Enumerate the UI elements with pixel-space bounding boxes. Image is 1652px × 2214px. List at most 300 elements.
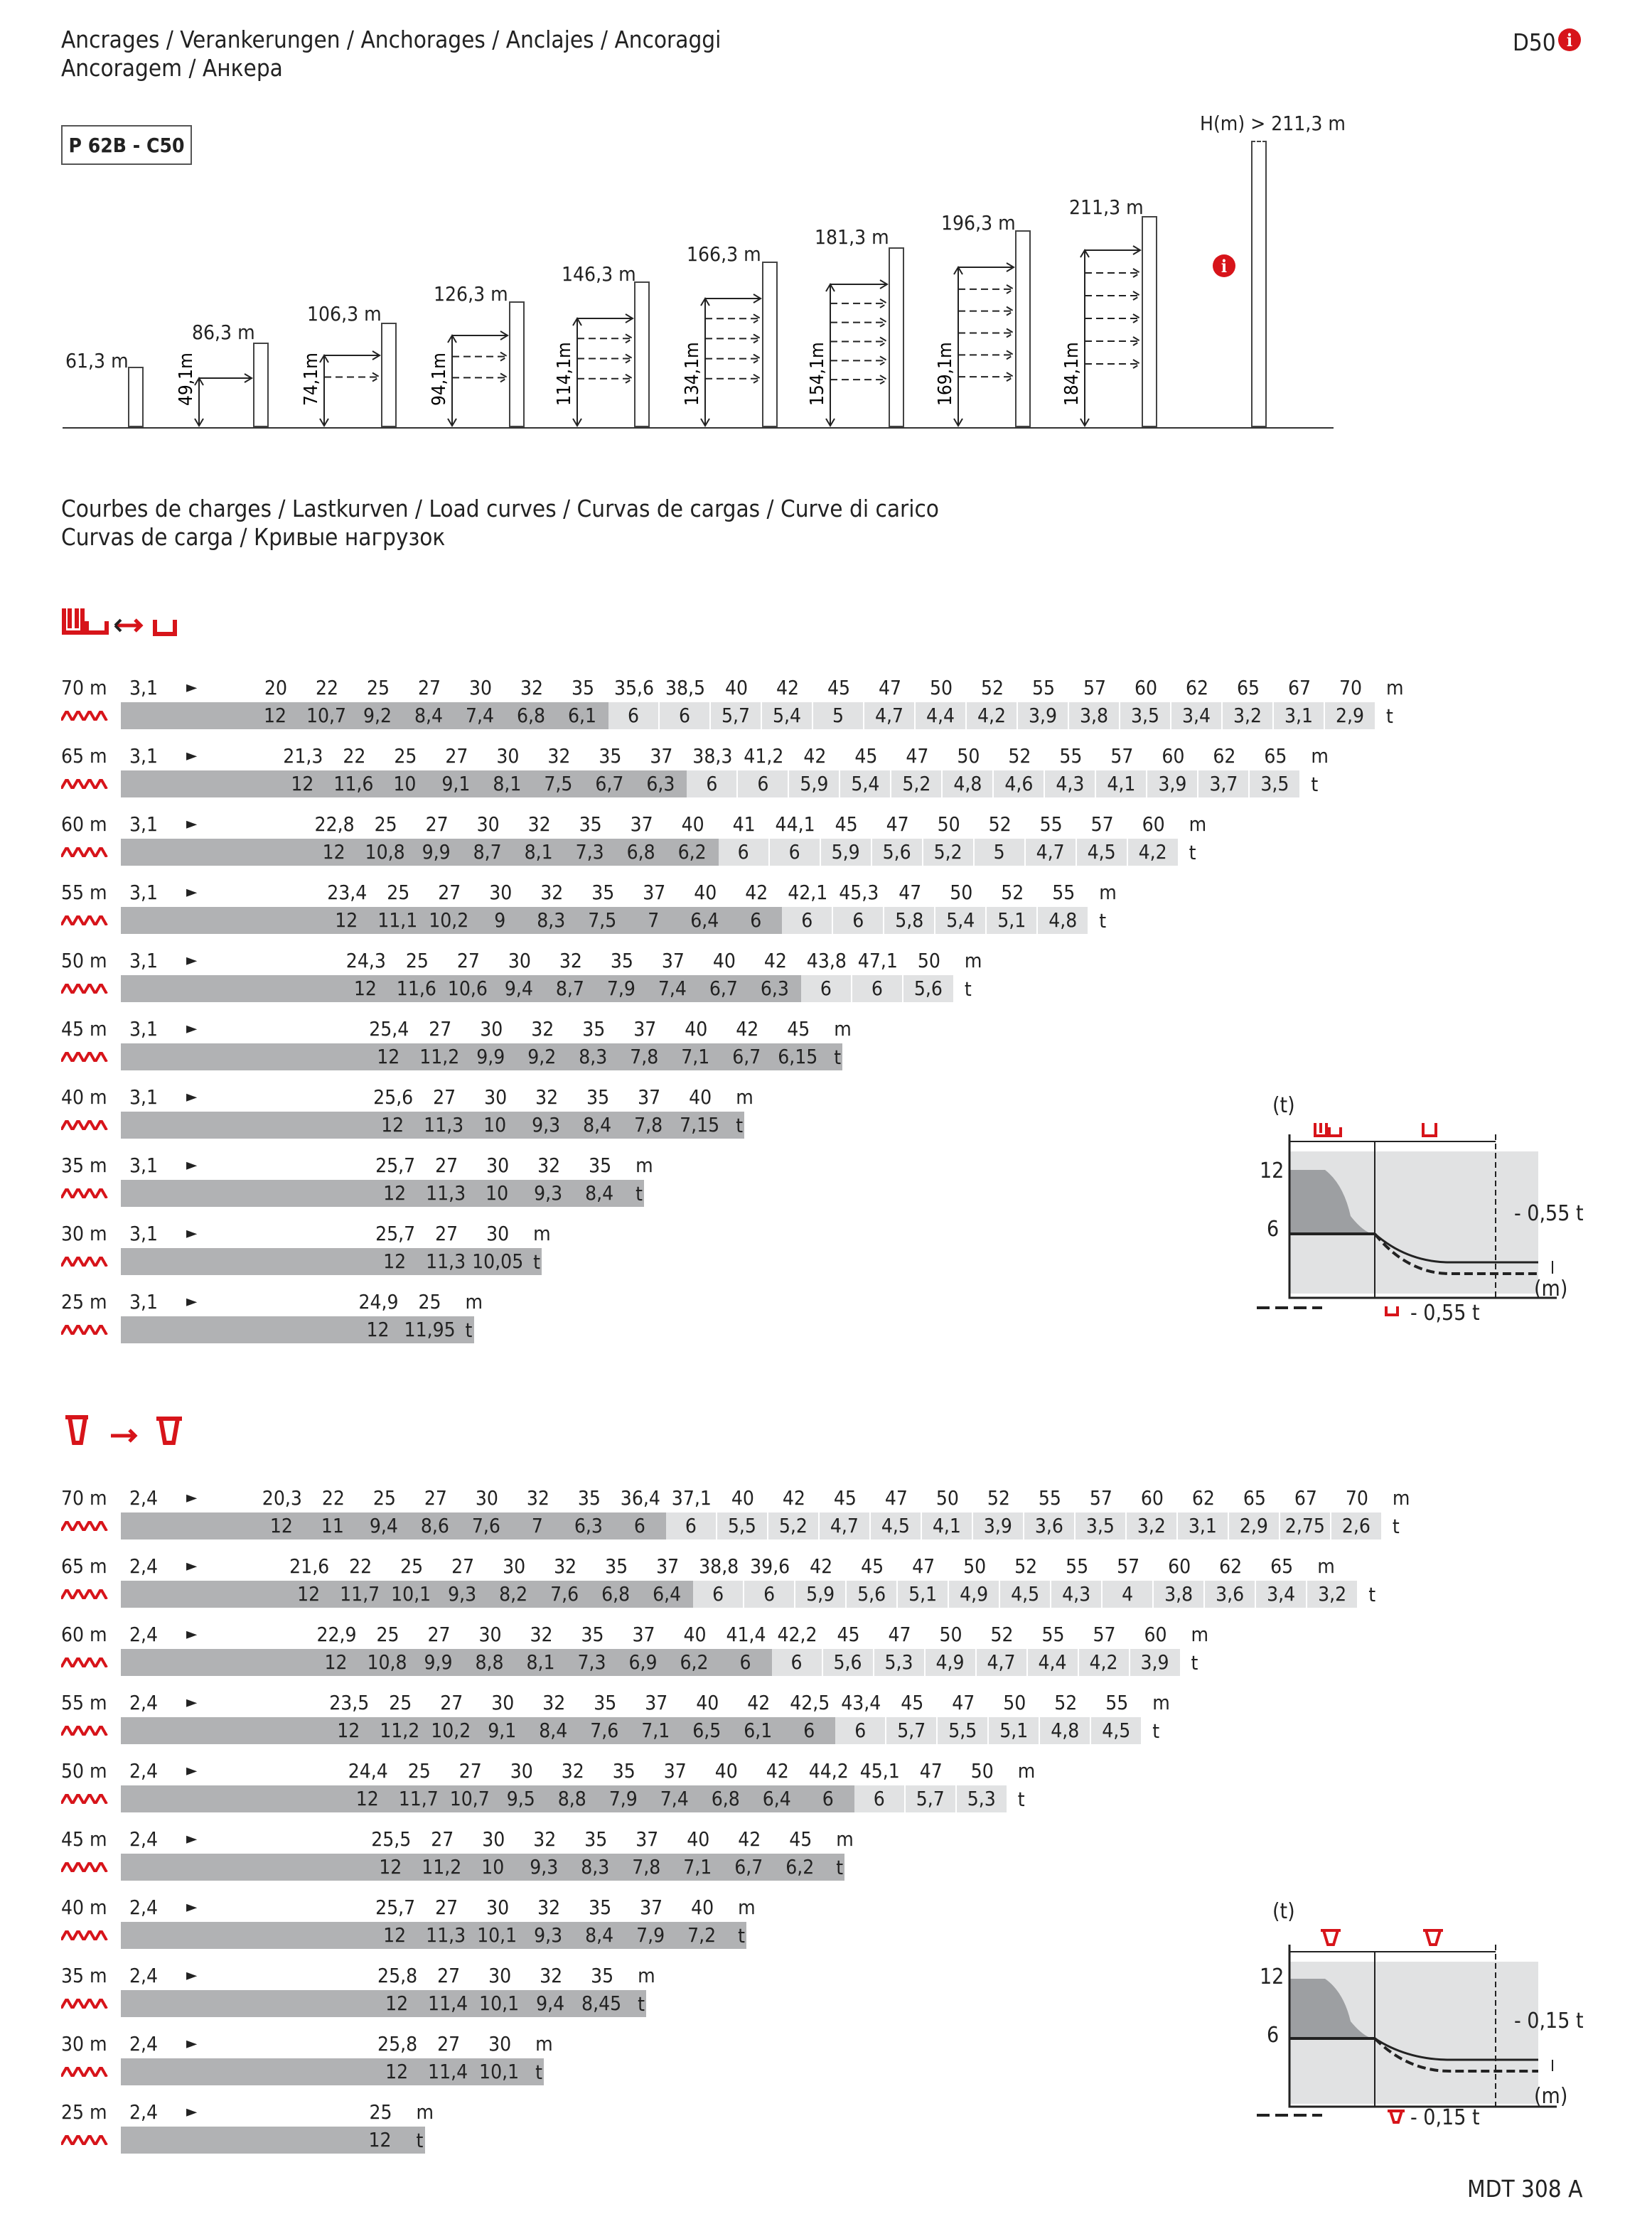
arrow-icon: ► — [186, 1088, 198, 1106]
load-cell: 6,3 — [760, 977, 789, 1000]
unit-m: m — [1189, 812, 1207, 836]
radius-cell: 35 — [589, 1154, 612, 1177]
radius-cell: 27 — [433, 1085, 456, 1109]
load-cell: 6,1 — [744, 1719, 773, 1742]
radius-cell: 20 — [264, 676, 288, 699]
radius-cell: 22 — [315, 676, 339, 699]
min-radius: 2,4 — [129, 1964, 159, 1987]
radius-cell: 23,5 — [329, 1691, 370, 1714]
load-cell: 11,3 — [424, 1113, 464, 1136]
radius-cell: 27 — [451, 1554, 475, 1578]
tower-8 — [1015, 230, 1031, 427]
table-row — [61, 1552, 1398, 1609]
radius-cell: 40 — [687, 1827, 710, 1851]
load-cell: 6 — [719, 839, 768, 866]
radius-cell: 35 — [577, 1486, 601, 1510]
min-radius: 2,4 — [129, 1759, 159, 1783]
radius-cell: 52 — [987, 1486, 1010, 1510]
min-radius: 3,1 — [129, 1290, 159, 1313]
radius-cell: 32 — [537, 1896, 561, 1919]
radius-cell: 25,6 — [373, 1085, 414, 1109]
load-cell: 12 — [263, 704, 287, 727]
radius-cell: 30 — [475, 1486, 498, 1510]
unit-t: t — [535, 2060, 542, 2084]
load-cell: 4,5 — [1077, 839, 1127, 866]
load-cell: 4,2 — [1079, 1649, 1129, 1676]
load-cell: 6,4 — [653, 1582, 682, 1606]
load-cell: 8,1 — [526, 1650, 555, 1674]
radius-cell: 47 — [952, 1691, 975, 1714]
radius-cell: 55 — [1038, 1486, 1061, 1510]
load-cell: 10,05 — [472, 1250, 524, 1273]
load-cell: 11,2 — [380, 1719, 420, 1742]
radius-cell: 27 — [429, 1017, 452, 1041]
radius-cell: 60 — [1142, 812, 1165, 836]
radius-cell: 42,2 — [777, 1623, 817, 1646]
arrow-icon: ► — [186, 1830, 198, 1848]
table-row — [61, 1288, 1398, 1345]
radius-cell: 38,5 — [665, 676, 706, 699]
anchor-arrow — [830, 338, 887, 346]
radius-cell: 32 — [527, 812, 551, 836]
load-cell: 4,5 — [1000, 1581, 1050, 1608]
load-cell: 12 — [269, 1514, 293, 1537]
unit-t: t — [1368, 1583, 1376, 1606]
min-radius: 2,4 — [129, 1827, 159, 1851]
anchor-height-label: 134,1m — [682, 342, 703, 406]
radius-cell: 36,4 — [620, 1486, 660, 1510]
radius-cell: 45 — [833, 1486, 857, 1510]
radius-cell: 60 — [1168, 1554, 1191, 1578]
radius-cell: 47 — [912, 1554, 935, 1578]
unit-t: t — [736, 1114, 744, 1137]
radius-cell: 57 — [1083, 676, 1107, 699]
radius-cell: 30 — [478, 1623, 502, 1646]
load-cell: 6,7 — [595, 772, 624, 795]
load-cell: 9,2 — [363, 704, 392, 727]
tower-10 — [1251, 141, 1267, 427]
load-cell: 5,3 — [874, 1649, 924, 1676]
load-cell: 8,45 — [581, 1992, 622, 2015]
unit-t: t — [635, 1182, 643, 1205]
load-cell: 5,7 — [906, 1785, 955, 1812]
anchor-arrow — [452, 331, 508, 340]
load-cell: 6 — [770, 839, 820, 866]
load-cell: 6 — [744, 1581, 794, 1608]
jib-length: 65 m — [61, 744, 107, 768]
radius-cell: 42 — [803, 744, 827, 768]
load-cell: 11,6 — [396, 977, 436, 1000]
load-cell: 6 — [608, 702, 658, 729]
radius-cell: 35 — [610, 949, 633, 972]
load-cell: 8,7 — [473, 840, 502, 864]
radius-cell: 65 — [1264, 744, 1287, 768]
jib-length: 45 m — [61, 1017, 107, 1041]
anchor-arrow — [199, 374, 252, 382]
table-row — [61, 1015, 1398, 1072]
tower-height-label: 146,3 m — [562, 262, 636, 286]
radius-cell: 25 — [376, 1623, 399, 1646]
load-cell: 4,1 — [922, 1512, 972, 1539]
radius-cell: 57 — [1090, 812, 1114, 836]
jib-symbol-icon — [61, 984, 108, 994]
load-cell: 4,3 — [1045, 770, 1095, 797]
load-cell: 6,2 — [677, 840, 707, 864]
arrow-icon: ► — [186, 1898, 198, 1916]
radius-cell: 37 — [650, 744, 673, 768]
radius-cell: 57 — [1110, 744, 1134, 768]
radius-cell: 35 — [586, 1085, 610, 1109]
radius-cell: 25 — [405, 949, 429, 972]
curves-title-line1: Courbes de charges / Lastkurven / Load curves / Curvas de cargas / Curve di carico — [61, 495, 939, 522]
load-cell: 5,7 — [886, 1717, 936, 1744]
load-cell: 10,2 — [429, 908, 469, 932]
load-cell: 12 — [385, 1992, 409, 2015]
anchor-arrow — [830, 318, 887, 327]
load-cell: 8,8 — [475, 1650, 504, 1674]
min-radius: 2,4 — [129, 2032, 159, 2056]
unit-m: m — [465, 1290, 483, 1313]
jib-symbol-icon — [61, 1052, 108, 1062]
radius-cell: 43,8 — [806, 949, 847, 972]
anchor-arrow — [830, 356, 887, 365]
load-cell: 3,5 — [1250, 770, 1299, 797]
load-cell: 4,6 — [994, 770, 1044, 797]
radius-cell: 25 — [400, 1554, 424, 1578]
radius-cell: 27 — [435, 1222, 458, 1245]
anchor-height-label: 169,1m — [935, 342, 956, 406]
load-cell: 12 — [368, 2128, 392, 2151]
load-cell: 10,1 — [479, 1992, 520, 2015]
radius-cell: 32 — [559, 949, 582, 972]
load-cell: 5,2 — [923, 839, 973, 866]
radius-cell: 62 — [1213, 744, 1236, 768]
anchor-arrow — [958, 263, 1014, 272]
radius-cell: 35 — [605, 1554, 628, 1578]
load-cell: 5,4 — [840, 770, 890, 797]
trolley-change-icon-2 — [61, 1414, 189, 1460]
load-cell: 5,6 — [903, 975, 953, 1002]
load-cell: 4,4 — [1028, 1649, 1078, 1676]
load-cell: 11 — [321, 1514, 344, 1537]
radius-cell: 30 — [486, 1896, 510, 1919]
load-cell: 5,6 — [847, 1581, 896, 1608]
diag1-y12: 12 — [1260, 1159, 1284, 1183]
min-radius: 3,1 — [129, 1085, 159, 1109]
table-row — [61, 674, 1404, 731]
unit-m: m — [1191, 1623, 1209, 1646]
jib-symbol-icon — [61, 1657, 108, 1667]
load-cell: 9,3 — [530, 1855, 559, 1879]
min-radius: 2,4 — [129, 1691, 159, 1714]
load-cell: 11,4 — [428, 1992, 468, 2015]
radius-cell: 44,2 — [808, 1759, 849, 1783]
load-cell: 4,1 — [1096, 770, 1146, 797]
page-title-line2: Ancoragem / Анкера — [61, 54, 283, 82]
load-cell: 8,1 — [493, 772, 522, 795]
load-cell: 11,3 — [426, 1181, 466, 1205]
radius-cell: 55 — [1052, 881, 1076, 904]
anchor-arrow — [958, 329, 1014, 338]
radius-cell: 50 — [935, 1486, 959, 1510]
radius-cell: 35 — [591, 881, 615, 904]
radius-cell: 62 — [1191, 1486, 1215, 1510]
unit-m: m — [1311, 744, 1329, 768]
radius-cell: 32 — [520, 676, 544, 699]
load-cell: 9,9 — [476, 1045, 505, 1068]
load-cell: 3,2 — [1223, 702, 1272, 729]
anchor-height-label: 154,1m — [807, 342, 828, 406]
radius-cell: 41,2 — [744, 744, 784, 768]
radius-cell: 45 — [861, 1554, 884, 1578]
table-row — [61, 810, 1398, 867]
unit-m: m — [1017, 1759, 1036, 1783]
load-cell: 6,5 — [692, 1719, 722, 1742]
radius-cell: 43,4 — [841, 1691, 881, 1714]
load-cell: 12 — [383, 1923, 407, 1947]
unit-m: m — [836, 1827, 854, 1851]
anchor-height-label: 94,1m — [429, 353, 450, 406]
load-cell: 6 — [833, 907, 883, 934]
load-cell: 3,9 — [973, 1512, 1023, 1539]
load-cell: 5,6 — [872, 839, 922, 866]
unit-m: m — [964, 949, 982, 972]
arrow-icon: ► — [186, 952, 198, 969]
radius-cell: 27 — [427, 1623, 451, 1646]
load-cell: 10,7 — [449, 1787, 490, 1810]
tower-7 — [889, 247, 904, 427]
radius-cell: 40 — [731, 1486, 754, 1510]
unit-t: t — [1189, 841, 1196, 864]
radius-cell: 55 — [1059, 744, 1083, 768]
radius-cell: 25,7 — [375, 1222, 416, 1245]
load-cell: 3,9 — [1147, 770, 1197, 797]
load-cell: 5,2 — [768, 1512, 818, 1539]
load-cell: 11,2 — [422, 1855, 462, 1879]
radius-cell: 40 — [712, 949, 736, 972]
radius-cell: 45 — [787, 1017, 810, 1041]
load-cell: 3,5 — [1076, 1512, 1125, 1539]
anchor-arrow — [1085, 337, 1140, 345]
radius-cell: 70 — [1339, 676, 1363, 699]
radius-cell: 30 — [468, 676, 493, 699]
arrow-icon: ► — [186, 1020, 198, 1038]
load-cell: 12 — [385, 2060, 409, 2083]
tower-height-label: 106,3 m — [307, 302, 382, 326]
radius-cell: 30 — [480, 1017, 503, 1041]
radius-cell: 50 — [963, 1554, 987, 1578]
tower-height-label: 61,3 m — [65, 349, 129, 372]
tower-6 — [762, 262, 778, 427]
load-cell: 10,6 — [447, 977, 488, 1000]
min-radius: 3,1 — [129, 1222, 159, 1245]
load-cell: 10,1 — [479, 2060, 520, 2083]
load-cell: 2,75 — [1280, 1512, 1330, 1539]
radius-cell: 40 — [724, 676, 749, 699]
load-cell: 10 — [486, 1181, 509, 1205]
anchor-arrow — [958, 307, 1014, 316]
load-cell: 4,8 — [943, 770, 992, 797]
load-cell: 11,4 — [428, 2060, 468, 2083]
jib-length: 25 m — [61, 2100, 107, 2124]
jib-symbol-icon — [61, 1589, 108, 1599]
load-cell: 5,2 — [891, 770, 941, 797]
min-radius: 3,1 — [129, 1154, 159, 1177]
trolley-change-icon-1 — [61, 604, 189, 644]
anchor-arrow — [1085, 269, 1140, 277]
jib-length: 25 m — [61, 1290, 107, 1313]
arrow-icon: ► — [186, 1156, 198, 1174]
jib-symbol-icon — [61, 779, 108, 789]
load-cell: 5,5 — [938, 1717, 987, 1744]
radius-cell: 52 — [990, 1623, 1014, 1646]
load-cell: 7,4 — [658, 977, 687, 1000]
radius-cell: 42,1 — [788, 881, 828, 904]
radius-cell: 35 — [591, 1964, 614, 1987]
ground-line — [63, 427, 1334, 429]
radius-cell: 22 — [321, 1486, 345, 1510]
jib-length: 50 m — [61, 949, 107, 972]
unit-t: t — [416, 2129, 424, 2152]
load-cell: 12 — [381, 1113, 404, 1136]
radius-cell: 37 — [643, 881, 666, 904]
load-cell: 5,6 — [823, 1649, 873, 1676]
radius-cell: 37 — [640, 1896, 663, 1919]
table-row — [61, 1220, 1398, 1277]
load-cell: 4,5 — [1091, 1717, 1141, 1744]
radius-cell: 25 — [407, 1759, 431, 1783]
arrow-icon: ► — [186, 1489, 198, 1507]
radius-cell: 60 — [1134, 676, 1158, 699]
diag1-delta: - 0,55 t — [1514, 1201, 1584, 1226]
load-cell: 4,7 — [1026, 839, 1076, 866]
load-cell: 8,4 — [583, 1113, 612, 1136]
load-cell: 10,8 — [367, 1650, 407, 1674]
load-cell: 6 — [803, 1719, 815, 1742]
load-cell: 11,1 — [377, 908, 418, 932]
load-cell: 7,8 — [630, 1045, 659, 1068]
load-cell: 9,4 — [536, 1992, 565, 2015]
radius-cell: 47,1 — [857, 949, 898, 972]
anchor-arrow — [705, 334, 761, 343]
radius-cell: 22,8 — [314, 812, 355, 836]
radius-cell: 47 — [886, 812, 909, 836]
unit-t: t — [836, 1856, 844, 1879]
load-cell: 6 — [801, 975, 851, 1002]
anchor-arrow — [830, 299, 887, 308]
radius-cell: 47 — [906, 744, 929, 768]
jib-symbol-icon — [61, 1794, 108, 1804]
info-icon-anchorage[interactable]: i — [1213, 254, 1235, 277]
load-cell: 6 — [666, 1512, 716, 1539]
diag1-legend: - 0,55 t — [1410, 1301, 1480, 1326]
min-radius: 3,1 — [129, 676, 159, 699]
radius-cell: 40 — [714, 1759, 738, 1783]
load-cell: 12 — [322, 840, 345, 864]
min-radius: 2,4 — [129, 1896, 159, 1919]
load-cell: 6 — [835, 1717, 885, 1744]
table-row — [61, 742, 1398, 799]
load-cell: 5,3 — [957, 1785, 1007, 1812]
min-radius: 2,4 — [129, 1623, 159, 1646]
unit-t: t — [1017, 1788, 1025, 1811]
unit-t: t — [738, 1924, 746, 1947]
radius-cell: 30 — [496, 744, 520, 768]
load-cell: 7 — [648, 908, 660, 932]
radius-cell: 65 — [1243, 1486, 1266, 1510]
radius-cell: 35,6 — [613, 676, 655, 699]
info-icon[interactable]: i — [1558, 28, 1581, 51]
radius-cell: 52 — [988, 812, 1012, 836]
load-cell: 6,8 — [626, 840, 655, 864]
load-cell: 3,8 — [1069, 702, 1119, 729]
table-row — [61, 1962, 1398, 2019]
radius-cell: 24,9 — [358, 1290, 399, 1313]
jib-symbol-icon — [61, 1325, 108, 1335]
load-cell: 9,1 — [441, 772, 471, 795]
radius-cell: 50 — [939, 1623, 962, 1646]
radius-cell: 38,8 — [699, 1554, 739, 1578]
radius-cell: 24,3 — [345, 949, 386, 972]
radius-cell: 65 — [1270, 1554, 1294, 1578]
jib-length: 55 m — [61, 1691, 107, 1714]
unit-m: m — [1386, 676, 1404, 699]
footer-code: MDT 308 A — [1467, 2175, 1583, 2203]
radius-cell: 22 — [343, 744, 366, 768]
radius-cell: 30 — [508, 949, 531, 972]
load-cell: 6,2 — [785, 1855, 815, 1879]
load-cell: 4,9 — [926, 1649, 975, 1676]
load-cell: 5,7 — [711, 702, 761, 729]
load-cell: 10,1 — [391, 1582, 431, 1606]
radius-cell: 27 — [417, 676, 441, 699]
radius-cell: 25,8 — [377, 1964, 418, 1987]
jib-length: 70 m — [61, 1486, 107, 1510]
load-cell: 7,6 — [590, 1719, 619, 1742]
radius-cell: 45,1 — [859, 1759, 900, 1783]
jib-symbol-icon — [61, 1257, 108, 1267]
load-cell: 7,6 — [471, 1514, 500, 1537]
arrow-icon: ► — [186, 747, 198, 765]
anchor-height-label: 184,1m — [1061, 342, 1083, 406]
load-cell: 8,4 — [414, 704, 444, 727]
unit-t: t — [1152, 1719, 1160, 1743]
radius-cell: 70 — [1345, 1486, 1368, 1510]
tower-height-label: 126,3 m — [434, 282, 508, 306]
unit-m: m — [416, 2100, 434, 2124]
load-cell: 12 — [297, 1582, 321, 1606]
load-cell: 4,8 — [1038, 907, 1088, 934]
load-cell: 5,1 — [989, 1717, 1039, 1744]
radius-cell: 25,4 — [369, 1017, 409, 1041]
anchor-arrow — [577, 375, 633, 383]
radius-cell: 37,1 — [671, 1486, 712, 1510]
unit-m: m — [1317, 1554, 1335, 1578]
load-cell: 8,3 — [581, 1855, 610, 1879]
load-cell: 9,3 — [534, 1923, 563, 1947]
radius-cell: 47 — [884, 1486, 908, 1510]
radius-cell: 24,4 — [348, 1759, 388, 1783]
radius-cell: 27 — [435, 1154, 458, 1177]
load-cell: 3,7 — [1198, 770, 1248, 797]
radius-cell: 50 — [957, 744, 980, 768]
load-cell: 6,3 — [574, 1514, 603, 1537]
radius-cell: 32 — [554, 1554, 577, 1578]
radius-cell: 42 — [810, 1554, 833, 1578]
load-cell: 6 — [660, 702, 709, 729]
load-cell: 2,9 — [1229, 1512, 1279, 1539]
anchor-height-label: 49,1m — [176, 353, 197, 406]
